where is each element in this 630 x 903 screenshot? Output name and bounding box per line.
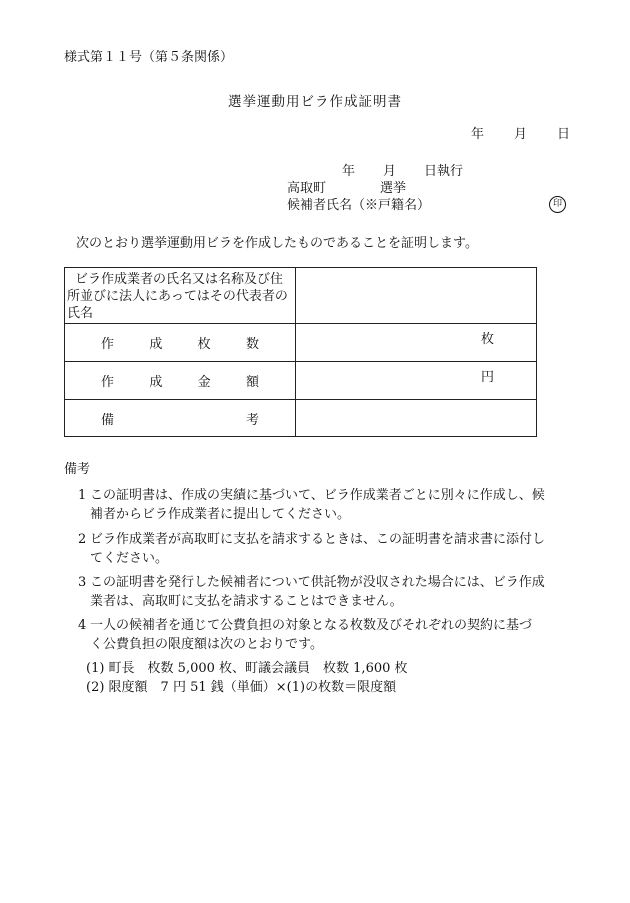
label-char: 金 bbox=[197, 375, 211, 390]
form-number: 様式第１１号（第５条関係） bbox=[64, 50, 234, 65]
amount-value-cell[interactable] bbox=[296, 362, 537, 400]
note-line: く公費負担の限度額は次のとおりです。 bbox=[90, 637, 323, 652]
certificate-table bbox=[64, 267, 537, 437]
label-char: 作 bbox=[101, 375, 115, 390]
table-row-quantity bbox=[65, 324, 537, 362]
note-number: 1 bbox=[78, 488, 87, 503]
label-char: 額 bbox=[245, 375, 259, 390]
label-char: 成 bbox=[149, 375, 163, 390]
notes-heading: 備考 bbox=[64, 462, 91, 477]
seal-icon: 印 bbox=[549, 196, 566, 213]
execution-date-line bbox=[342, 164, 463, 180]
label-char: 備 bbox=[101, 412, 115, 428]
note-line: この証明書は、作成の実績に基づいて、ビラ作成業者ごとに別々に作成し、候 bbox=[90, 488, 545, 503]
election-label: 選挙 bbox=[380, 181, 407, 196]
note-number: 4 bbox=[78, 618, 87, 633]
note-number: 2 bbox=[78, 532, 87, 547]
note-line: ビラ作成業者が高取町に支払を請求するときは、この証明書を請求書に添付し bbox=[90, 532, 546, 547]
certification-statement: 次のとおり選挙運動用ビラを作成したものであることを証明します。 bbox=[76, 236, 478, 251]
note-line: 一人の候補者を通じて公費負担の対象となる枚数及びそれぞれの契約に基づ bbox=[90, 618, 533, 633]
vendor-value-cell[interactable] bbox=[296, 268, 537, 324]
note-item bbox=[64, 486, 572, 524]
note-line: 補者からビラ作成業者に提出してください。 bbox=[90, 507, 351, 522]
note-line: てください。 bbox=[90, 551, 169, 566]
label-char: 枚 bbox=[197, 337, 211, 352]
quantity-unit: 枚 bbox=[480, 332, 494, 347]
document-title: 選挙運動用ビラ作成証明書 bbox=[228, 94, 402, 110]
note-sub-item-1: (1) 町長 枚数 5,000 枚、町議会議員 枚数 1,600 枚 bbox=[86, 661, 408, 676]
note-line: 業者は、高取町に支払を請求することはできません。 bbox=[90, 594, 403, 609]
remarks-label bbox=[65, 409, 295, 428]
table-row-amount bbox=[65, 362, 537, 400]
quantity-label bbox=[65, 333, 295, 352]
table-row-vendor bbox=[65, 268, 537, 324]
note-item bbox=[64, 530, 572, 568]
town-name: 高取町 bbox=[287, 181, 327, 196]
label-char: 考 bbox=[245, 412, 259, 428]
candidate-name-label: 候補者氏名（※戸籍名） bbox=[287, 198, 431, 213]
amount-unit: 円 bbox=[480, 370, 494, 385]
date-month: 月 bbox=[513, 127, 527, 142]
table-row-remarks bbox=[65, 400, 537, 437]
quantity-label-cell bbox=[65, 324, 296, 362]
note-item bbox=[64, 616, 572, 654]
amount-label-cell bbox=[65, 362, 296, 400]
amount-label bbox=[65, 371, 295, 390]
note-sub-item-2: (2) 限度額 7 円 51 銭（単価）×(1)の枚数＝限度額 bbox=[86, 680, 397, 695]
date-year: 年 bbox=[470, 127, 484, 142]
exec-month: 月 bbox=[383, 164, 397, 179]
exec-year: 年 bbox=[342, 164, 356, 179]
label-char: 作 bbox=[101, 337, 115, 352]
note-line: この証明書を発行した候補者について供託物が没収された場合には、ビラ作成 bbox=[90, 575, 545, 590]
remarks-value-cell[interactable] bbox=[296, 400, 537, 437]
quantity-value-cell[interactable] bbox=[296, 324, 537, 362]
vendor-label: ビラ作成業者の氏名又は名称及び住所並びに法人にあってはその代表者の氏名 bbox=[67, 271, 288, 321]
vendor-label-cell bbox=[65, 268, 296, 324]
label-char: 数 bbox=[245, 337, 259, 352]
label-char: 成 bbox=[149, 337, 163, 352]
date-day: 日 bbox=[556, 127, 570, 142]
exec-day: 日執行 bbox=[424, 164, 464, 179]
note-number: 3 bbox=[78, 575, 87, 590]
remarks-label-cell bbox=[65, 400, 296, 437]
note-item bbox=[64, 573, 572, 611]
date-line bbox=[471, 127, 570, 143]
election-name-line bbox=[287, 181, 406, 197]
